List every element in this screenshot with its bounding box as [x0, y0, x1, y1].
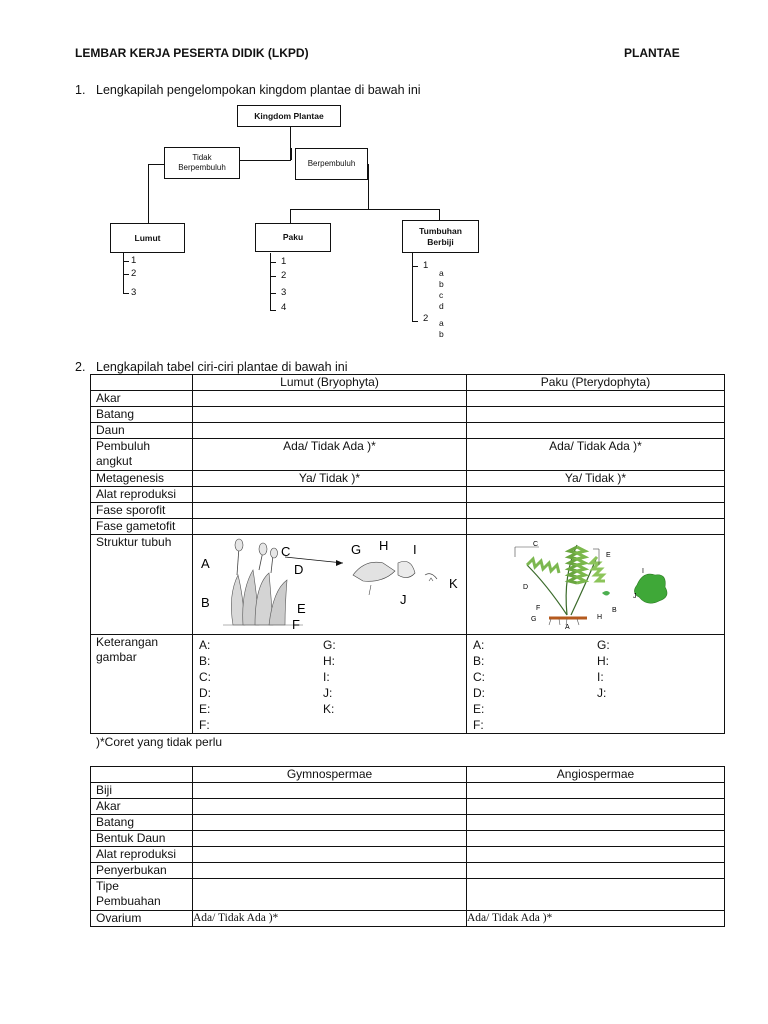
fern-keys-cell[interactable]	[467, 635, 725, 734]
lumut-item-2: 2	[131, 268, 137, 279]
moss-label-h: H	[379, 538, 389, 553]
table-row	[91, 879, 725, 911]
table-row	[91, 439, 725, 471]
answer-cell[interactable]	[193, 407, 467, 423]
moss-label-j: J	[400, 592, 407, 607]
row-label-alat-reproduksi: Alat reproduksi	[91, 847, 193, 863]
lumut-item-1: 1	[131, 255, 137, 266]
fern-label-c: C	[533, 541, 539, 548]
table-row	[91, 831, 725, 847]
table-row	[91, 487, 725, 503]
fern-label-b: B	[612, 607, 617, 614]
lumut-box: Lumut	[110, 223, 185, 253]
tipe-label-1: Tipe	[96, 879, 119, 893]
row-label-fase-gametofit: Fase gametofit	[91, 519, 193, 535]
answer-cell[interactable]	[467, 799, 725, 815]
moss-label-g: G	[351, 542, 362, 557]
table-row	[91, 635, 725, 734]
row-label-tipe-pembuahan	[91, 879, 193, 911]
col-header-paku: Paku (Pterydophyta)	[467, 375, 725, 391]
col-header-gymnospermae: Gymnospermae	[193, 767, 467, 783]
moss-label-c: C	[281, 544, 291, 559]
keterangan-label-1: Keterangan	[96, 635, 159, 649]
moss-key-j: J:	[323, 686, 333, 700]
row-label-batang: Batang	[91, 815, 193, 831]
table-row	[91, 423, 725, 439]
answer-cell[interactable]	[193, 391, 467, 407]
row-label-penyerbukan: Penyerbukan	[91, 863, 193, 879]
row-label-fase-sporofit: Fase sporofit	[91, 503, 193, 519]
moss-key-f: F:	[199, 718, 210, 732]
fern-label-h: H	[597, 614, 603, 621]
answer-cell[interactable]	[193, 879, 467, 911]
berbiji-2-sub-b: b	[439, 329, 444, 339]
worksheet-topic: PLANTAE	[624, 46, 680, 60]
fern-key-b: B:	[473, 654, 485, 668]
berbiji-item-2: 2	[423, 313, 429, 324]
tumbuhan-berbiji-box	[402, 220, 479, 253]
fern-key-h: H:	[597, 654, 609, 668]
moss-key-d: D:	[199, 686, 211, 700]
ovarium-choice-gymno[interactable]: Ada/ Tidak Ada )*	[193, 911, 467, 927]
moss-label-e: E	[297, 601, 306, 616]
keterangan-label-2: gambar	[96, 650, 137, 664]
table-row	[91, 847, 725, 863]
berbiji-2-sub-a: a	[439, 318, 444, 328]
answer-cell[interactable]	[193, 487, 467, 503]
answer-cell[interactable]	[193, 503, 467, 519]
moss-diagram	[193, 535, 467, 630]
answer-cell[interactable]	[467, 863, 725, 879]
moss-key-a: A:	[199, 638, 211, 652]
answer-cell[interactable]	[467, 407, 725, 423]
paku-item-4: 4	[281, 302, 287, 313]
answer-cell[interactable]	[467, 391, 725, 407]
table-row	[91, 471, 725, 487]
answer-cell[interactable]	[467, 879, 725, 911]
moss-key-b: B:	[199, 654, 211, 668]
moss-label-f: F	[292, 617, 300, 630]
row-label-batang: Batang	[91, 407, 193, 423]
pembuluh-label-1: Pembuluh	[96, 439, 151, 453]
row-label-bentuk-daun: Bentuk Daun	[91, 831, 193, 847]
moss-key-h: H:	[323, 654, 335, 668]
fern-label-i: I	[642, 568, 644, 575]
berbiji-label-2: Berbiji	[427, 236, 454, 247]
table-row	[91, 407, 725, 423]
moss-label-d: D	[294, 562, 304, 577]
moss-key-g: G:	[323, 638, 336, 652]
metagenesis-choice-lumut[interactable]: Ya/ Tidak )*	[193, 471, 467, 487]
pembuluh-choice-paku[interactable]: Ada/ Tidak Ada )*	[467, 439, 725, 471]
table-row	[91, 863, 725, 879]
berbiji-item-1: 1	[423, 260, 429, 271]
tipe-label-2: Pembuahan	[96, 894, 161, 908]
moss-label-b: B	[201, 595, 210, 610]
moss-keys-cell[interactable]	[193, 635, 467, 734]
q2-number: 2.	[75, 360, 86, 374]
table-row	[91, 519, 725, 535]
moss-key-k: K:	[323, 702, 335, 716]
kingdom-plantae-box: Kingdom Plantae	[237, 105, 341, 127]
fern-key-g: G:	[597, 638, 610, 652]
row-label-ovarium: Ovarium	[91, 911, 193, 927]
fern-label-a: A	[565, 624, 570, 630]
table-header-row	[91, 375, 725, 391]
answer-cell[interactable]	[193, 863, 467, 879]
answer-cell[interactable]	[467, 847, 725, 863]
fern-label-j: J	[633, 593, 637, 600]
answer-cell[interactable]	[193, 423, 467, 439]
table-row	[91, 783, 725, 799]
answer-cell[interactable]	[193, 847, 467, 863]
row-label-alat-reproduksi: Alat reproduksi	[91, 487, 193, 503]
row-label-akar: Akar	[91, 799, 193, 815]
fern-key-i: I:	[597, 670, 604, 684]
paku-box: Paku	[255, 223, 331, 252]
answer-cell[interactable]	[193, 799, 467, 815]
table-row	[91, 815, 725, 831]
berpembuluh-box: Berpembuluh	[295, 148, 368, 180]
table-row	[91, 535, 725, 635]
moss-label-i: I	[413, 542, 417, 557]
paku-item-2: 2	[281, 270, 287, 281]
fern-plant-illustration	[515, 545, 667, 625]
table-row	[91, 503, 725, 519]
moss-plant-illustration	[223, 539, 437, 625]
moss-label-k: K	[449, 576, 458, 591]
q1-number: 1.	[75, 83, 86, 97]
table-row	[91, 911, 725, 927]
row-label-daun: Daun	[91, 423, 193, 439]
fern-label-f: F	[536, 605, 541, 612]
fern-key-a: A:	[473, 638, 485, 652]
berbiji-1-sub-d: d	[439, 301, 444, 311]
strike-note: )*Coret yang tidak perlu	[96, 735, 223, 749]
answer-cell[interactable]	[467, 831, 725, 847]
fern-keys-grid	[473, 637, 724, 733]
berbiji-1-sub-a: a	[439, 268, 444, 278]
answer-cell[interactable]	[467, 783, 725, 799]
fern-key-d: D:	[473, 686, 485, 700]
moss-keys-grid	[199, 637, 466, 733]
fern-key-j: J:	[597, 686, 607, 700]
worksheet-title: LEMBAR KERJA PESERTA DIDIK (LKPD)	[75, 46, 309, 60]
moss-key-i: I:	[323, 670, 330, 684]
pembuluh-choice-lumut[interactable]: Ada/ Tidak Ada )*	[193, 439, 467, 471]
gymno-angio-table	[90, 766, 725, 927]
answer-cell[interactable]	[467, 503, 725, 519]
answer-cell[interactable]	[193, 519, 467, 535]
moss-structure-cell	[193, 535, 467, 635]
table-header-row	[91, 767, 725, 783]
paku-item-3: 3	[281, 287, 287, 298]
row-label-pembuluh	[91, 439, 193, 471]
moss-key-c: C:	[199, 670, 211, 684]
tidak-berpembuluh-box	[164, 147, 240, 179]
table-row	[91, 799, 725, 815]
answer-cell[interactable]	[193, 783, 467, 799]
tidak-label-2: Berpembuluh	[178, 163, 226, 172]
q1-instruction: Lengkapilah pengelompokan kingdom plantae di bawah ini	[96, 83, 421, 97]
moss-key-e: E:	[199, 702, 211, 716]
fern-diagram	[467, 535, 725, 630]
plantae-traits-table	[90, 374, 725, 734]
moss-label-a: A	[201, 556, 210, 571]
fern-structure-cell	[467, 535, 725, 635]
fern-label-d: D	[523, 584, 529, 591]
answer-cell[interactable]	[467, 487, 725, 503]
answer-cell[interactable]	[193, 815, 467, 831]
row-label-biji: Biji	[91, 783, 193, 799]
answer-cell[interactable]	[193, 831, 467, 847]
metagenesis-choice-paku[interactable]: Ya/ Tidak )*	[467, 471, 725, 487]
row-label-keterangan	[91, 635, 193, 734]
row-label-akar: Akar	[91, 391, 193, 407]
ovarium-choice-angio[interactable]: Ada/ Tidak Ada )*	[467, 911, 725, 927]
answer-cell[interactable]	[467, 815, 725, 831]
fern-key-e: E:	[473, 702, 485, 716]
col-header-angiospermae: Angiospermae	[467, 767, 725, 783]
q2-instruction: Lengkapilah tabel ciri-ciri plantae di bawah ini	[96, 360, 348, 374]
fern-key-f: F:	[473, 718, 484, 732]
col-header-lumut: Lumut (Bryophyta)	[193, 375, 467, 391]
fern-label-g: G	[531, 616, 537, 623]
tidak-label-1: Tidak	[192, 153, 212, 162]
fern-key-c: C:	[473, 670, 485, 684]
berbiji-label-1: Tumbuhan	[419, 225, 462, 236]
paku-item-1: 1	[281, 256, 287, 267]
table-row	[91, 391, 725, 407]
row-label-struktur-tubuh: Struktur tubuh	[91, 535, 193, 635]
row-label-metagenesis: Metagenesis	[91, 471, 193, 487]
pembuluh-label-2: angkut	[96, 454, 133, 468]
fern-label-e: E	[606, 552, 611, 559]
answer-cell[interactable]	[467, 519, 725, 535]
answer-cell[interactable]	[467, 423, 725, 439]
lumut-item-3: 3	[131, 287, 137, 298]
berbiji-1-sub-b: b	[439, 279, 444, 289]
berbiji-1-sub-c: c	[439, 290, 444, 300]
